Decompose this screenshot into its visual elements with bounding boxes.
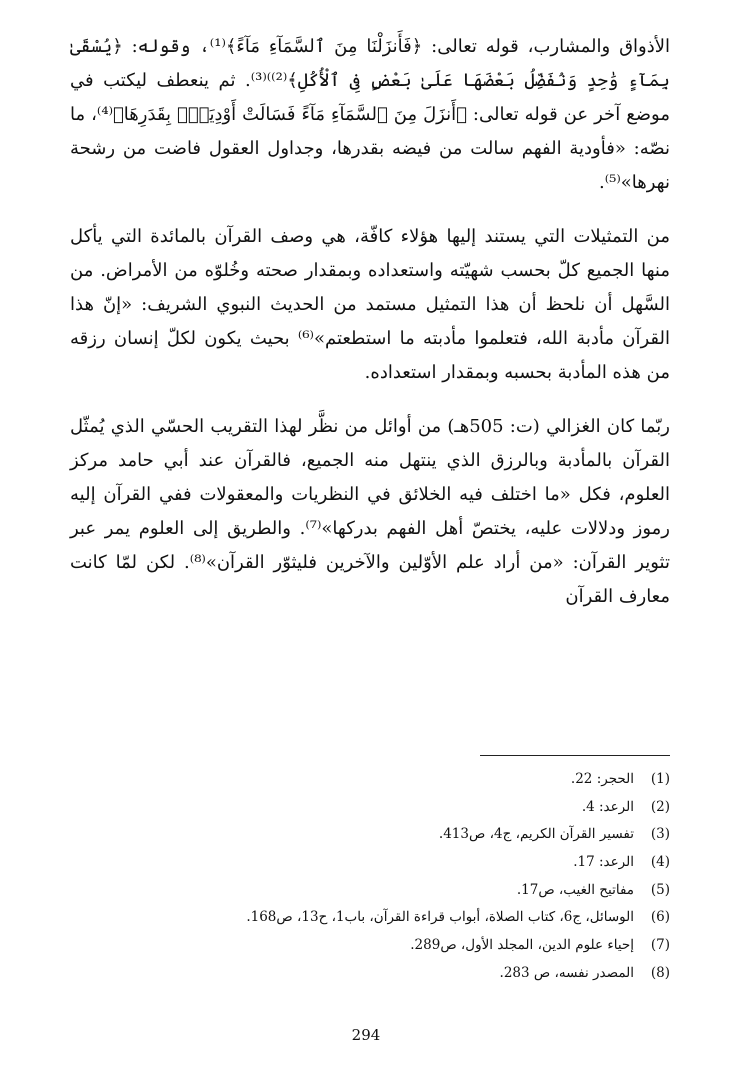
footnote-item [110,849,670,877]
footnote-text: الحجر: 22. [570,771,634,787]
footnote-number: (1) [650,771,670,787]
footnote-number: (5) [650,881,670,898]
paragraph-1: الأذواق والمشارب، قوله تعالى: ﴿فَأَنزَلْنَا مِنَ ٱلسَّمَآءِ مَآءً﴾⁽¹⁾، وقوله: ﴿يُسْقَىٰ بِمَآءٍ وَٰحِدٍ وَنُفَضِّلُ بَعْضَهَا عَلَىٰ بَعْضٍ فِى ٱلْأُكُلِ﴾⁽²⁾⁾⁽³⁾. ثم ينعطف ليكتب في موضع آخر عن قوله تعالى: ﴿أَنزَلَ مِنَ ٱلسَّمَآءِ مَآءً فَسَالَتْ أَوْدِيَةٌۢ بِقَدَرِهَا﴾⁽⁴⁾، ما نصّه: «فأودية الفهم سالت من فيضه بقدرها، وجداول العقول فاضت من رشحة نهرها»⁽⁵⁾. [70,36,671,193]
footnote-item [110,877,670,905]
body-text [70,30,670,614]
footnote-number: (3) [650,826,670,843]
footnote-item [110,821,670,849]
footnote-number: (7) [650,937,670,954]
footnote-text: الوسائل، ج6، كتاب الصلاة، أبواب قراءة القرآن، باب1، ح13، ص168. [246,909,634,926]
footnote-text: الرعد: 17. [573,854,634,871]
paragraph-3: ربّما كان الغزالي (ت: 505هـ) من أوائل من نظَّر لهذا التقريب الحسّي الذي يُمثّل القرآن بالمأدبة وبالرزق الذي ينتهل منه الجميع، فالقرآن عند أبي حامد مركز العلوم، فكل «ما اختلف فيه الخلائق في النظريات والمعقولات ففي القرآن إليه رموز ودلالات عليه، يختصّ أهل الفهم بدركها»⁽⁷⁾. والطريق إلى العلوم يمر عبر تثوير القرآن: «من أراد علم الأوّلين والآخرين فليثوّر القرآن»⁽⁸⁾. لكن لمّا كانت معارف القرآن [70,416,670,607]
footnote-text: الرعد: 4. [581,798,634,815]
footnote-number: (2) [650,798,670,815]
page-number: 294 [351,1026,381,1044]
footnotes-list [110,766,670,988]
footnote-item [110,766,670,794]
footnote-item [110,932,670,960]
footnote-number: (4) [650,854,670,871]
footnote-text: إحياء علوم الدين، المجلد الأول، ص289. [410,937,634,954]
footnote-text: المصدر نفسه، ص 283. [499,964,634,981]
footnote-text: تفسير القرآن الكريم، ج4، ص413. [438,826,634,843]
footnote-text: مفاتيح الغيب، ص17. [516,881,634,898]
footnote-divider [480,755,670,756]
footnote-number: (6) [650,909,670,926]
footnote-number: (8) [650,964,670,981]
footnote-item [110,960,670,988]
paragraph-2: من التمثيلات التي يستند إليها هؤلاء كافّة، هي وصف القرآن بالمائدة التي يأكل منها الجميع كلّ بحسب شهيّته واستعداده وبمقدار صحته وخُلوّه من الأمراض. من السَّهل أن نلحظ أن هذا التمثيل مستمد من الحديث النبوي الشريف: «إنّ هذا القرآن مأدبة الله، فتعلموا مأدبته ما استطعتم»⁽⁶⁾ بحيث يكون لكلّ إنسان رزقه من هذه المأدبة بحسبه وبمقدار استعداده. [70,226,670,383]
footnote-item [110,904,670,932]
footnote-item [110,794,670,822]
